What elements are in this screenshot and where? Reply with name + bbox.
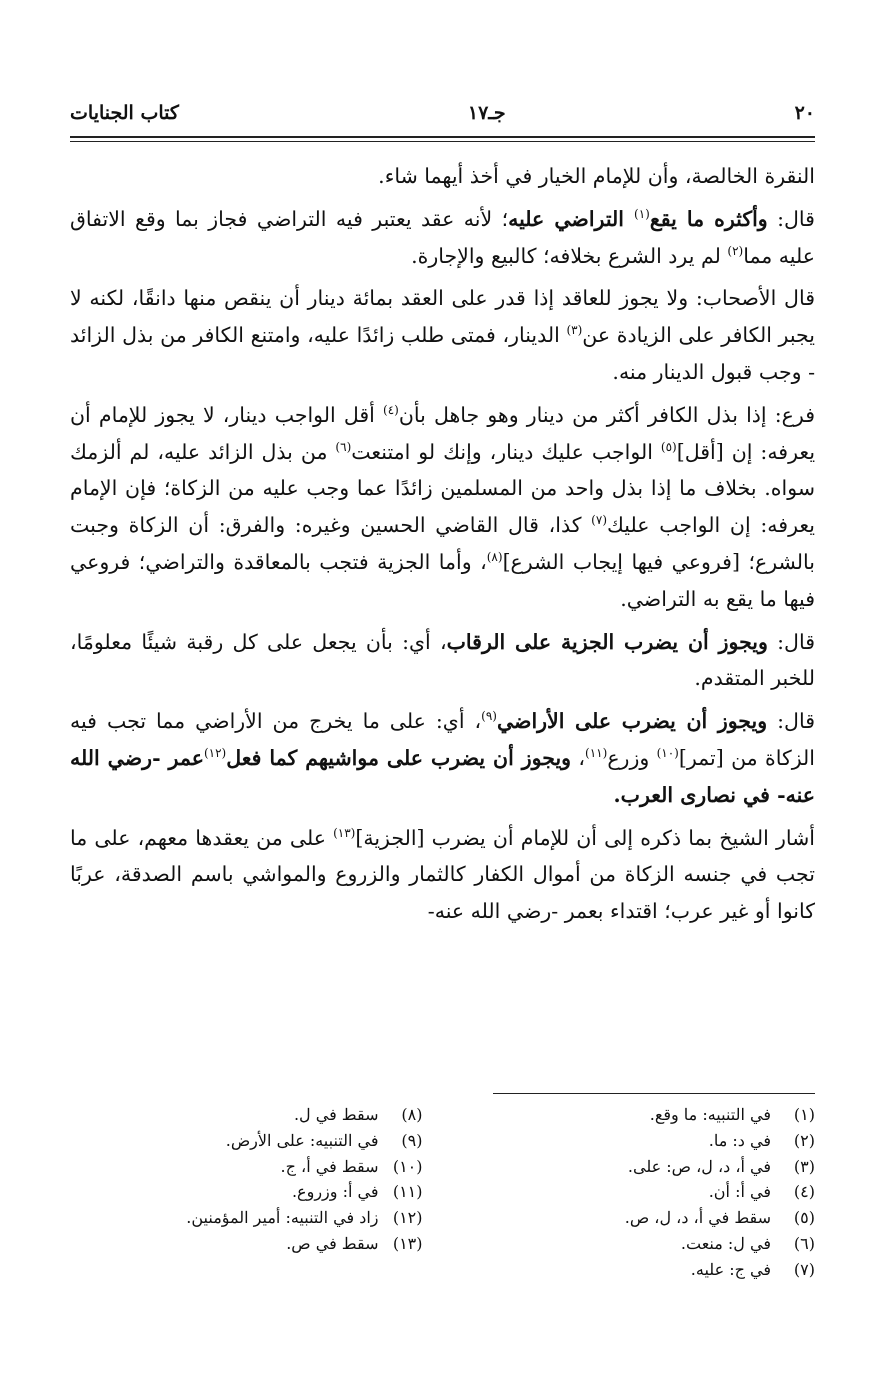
paragraph [70,703,815,813]
text-run: الواجب عليك دينار، وإنك لو امتنعت [351,439,661,464]
footnote-text: في د: ما. [708,1130,771,1150]
header-rule-thin [70,141,815,142]
footnote-number: (٨) [401,1105,423,1124]
text-run: ، [571,745,586,770]
footnote-marker: (٤) [383,402,399,417]
footnote [463,1128,816,1154]
text-run: قال: [767,206,815,231]
footnote [70,1205,423,1231]
footnote-text: في أ: وزروع. [291,1182,379,1202]
footnote-number: (١٢) [392,1208,423,1228]
footnote-marker: (٥) [660,439,677,454]
footnote [70,1179,423,1205]
footnote-text: سقط في أ، ج. [280,1156,379,1176]
footnote-marker: (٩) [481,709,497,724]
footnote-number: (٤) [793,1182,815,1202]
footnote-text: سقط في أ، د، ل، ص. [624,1208,771,1228]
text-run: ويجوز أن يضرب الجزية على الرقاب [446,629,768,654]
footnote-text: في أ: أن. [708,1182,771,1202]
footnote-marker: (١٣) [333,825,356,840]
footnote [463,1231,816,1257]
footnote-number: (٢) [793,1130,815,1150]
text-run: التراضي عليه [508,206,634,231]
page-number: ٢٠ [794,102,815,124]
footnote [463,1257,816,1283]
paragraph [70,201,815,275]
text-run: على من يعقدها معهم، على ما تجب في جنسه الزكاة من أموال الكفار كالثمار والزروع والمواشي باسم الصدقة، عربًا كانوا أو غير عرب؛ اقتداء بعمر -رضي الله عنه- [70,825,815,924]
text-run: ؛ لأنه عقد يعتبر فيه التراضي فجاز بما وقع الاتفاق عليه مما [70,206,815,268]
footnote-number: (١) [793,1105,815,1124]
footnote [70,1128,423,1154]
footnote-number: (٣) [793,1156,815,1176]
paragraph [70,397,815,618]
footnote-number: (٩) [401,1130,423,1150]
footnote-marker: (١٢) [203,746,227,761]
footnote-marker: (١) [634,206,650,221]
footnote [463,1205,816,1231]
footnote-marker: (٣) [566,323,583,338]
main-text [70,158,815,936]
footnote [463,1154,816,1180]
text-run: النقرة الخالصة، وأن للإمام الخيار في أخذ أيهما شاء. [378,164,815,188]
footnote-number: (٧) [793,1259,815,1279]
footnote-marker: (٢) [727,243,744,258]
volume-label: جـ١٧ [467,102,506,124]
text-run: قال: [767,629,815,654]
footnote-text: زاد في التنبيه: أمير المؤمنين. [186,1208,379,1228]
text-run: ويجوز أن يضرب على الأراضي [496,709,768,734]
footnote-text: سقط في ل. [293,1105,379,1124]
paragraph [70,624,815,698]
text-run: قال: [767,709,815,734]
text-run: لم يرد الشرع بخلافه؛ كالبيع والإجارة. [411,243,728,268]
paragraph [70,158,815,195]
footnote [70,1154,423,1180]
footnote-text: في ل: منعت. [680,1233,771,1253]
footnote-marker: (٦) [335,439,352,454]
footnote [70,1102,423,1128]
footnote-text: في أ، د، ل، ص: على. [627,1156,771,1176]
footnote-text: في التنبيه: ما وقع. [649,1105,771,1124]
text-run: قال الأصحاب: ولا يجوز للعاقد إذا قدر على العقد بمائة دينار أن ينقص منها دانقًا، لكنه لا يجبر الكافر على الزيادة عن [70,286,815,348]
text-run: من بذل الزائد عليه، لم ألزمك سواه. بخلاف ما إذا بذل واحد من المسلمين زائدًا عما وجب عليه من الزكاة؛ فإن الإمام يعرفه: إن الواجب عليك [70,439,815,538]
text-run: ، أي: على ما يخرج من الأراضي مما تجب فيه الزكاة من [تمر] [70,709,815,770]
footnote-number: (١١) [392,1182,423,1202]
text-run: ، وأما الجزية فتجب بالمعاقدة والتراضي؛ فروعي فيها ما يقع به التراضي. [70,549,815,611]
footnote-marker: (١١) [585,746,608,761]
text-run: كذا، قال القاضي الحسين وغيره: والفرق: أن الزكاة وجبت بالشرع؛ [فروعي فيها إيجاب الشرع] [70,513,815,574]
book-title: كتاب الجنايات [70,102,179,124]
text-run: أقل الواجب دينار، لا يجوز للإمام أن يعرفه: إن [أقل] [70,402,816,464]
footnotes [70,1102,815,1283]
paragraph [70,280,815,390]
footnotes-column-right [463,1102,816,1283]
footnote-number: (١٠) [392,1156,423,1176]
text-run: الدينار، فمتى طلب زائدًا عليه، وامتنع الكافر من بذل الزائد - وجب قبول الدينار منه. [70,323,815,384]
footnote-text: سقط في ص. [286,1233,379,1253]
footnote-marker: (١٠) [656,746,679,761]
footnote [463,1179,816,1205]
text-run: وزرع [607,745,657,770]
text-run: عمر -رضي الله عنه- في نصارى العرب. [70,745,815,807]
footnote [70,1231,423,1257]
footnote-marker: (٨) [486,550,503,565]
footnote-number: (٥) [793,1208,815,1228]
footnote-marker: (٧) [591,513,607,528]
paragraph [70,820,815,930]
text-run: فرع: إذا بذل الكافر أكثر من دينار وهو جاهل بأن [398,402,815,427]
text-run: وأكثره ما يقع [649,206,768,231]
footnotes-column-left [70,1102,423,1283]
text-run: ، أي: بأن يجعل على كل رقبة شيئًا معلومًا، للخبر المتقدم. [70,629,815,691]
footnote-number: (١٣) [392,1233,423,1253]
footnote-text: في ج: عليه. [690,1259,771,1279]
page-header [70,96,815,130]
footnote-separator [493,1093,815,1094]
footnote-text: في التنبيه: على الأرض. [225,1130,379,1150]
header-rule [70,136,815,138]
text-run: أشار الشيخ بما ذكره إلى أن للإمام أن يضرب [الجزية] [355,825,815,850]
footnote [463,1102,816,1128]
footnote-number: (٦) [793,1233,815,1253]
text-run: ويجوز أن يضرب على مواشيهم كما فعل [226,745,572,770]
